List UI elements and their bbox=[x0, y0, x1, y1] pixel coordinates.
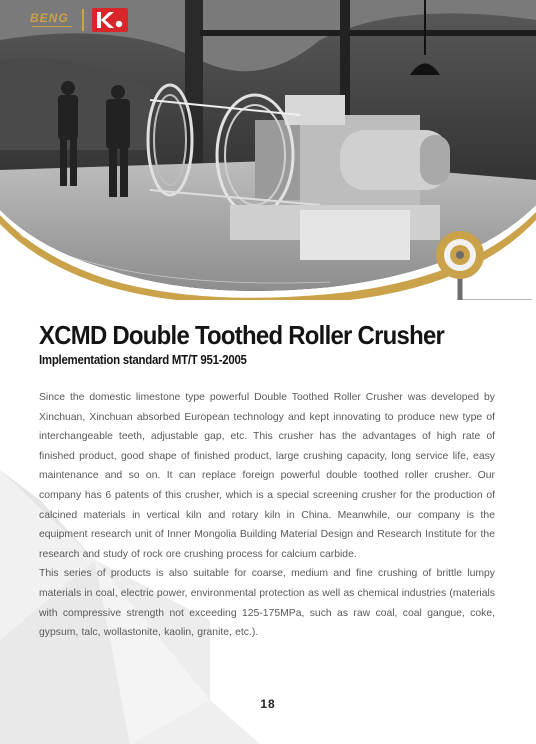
body-paragraph: This series of products is also suitable for coarse, medium and fine crushing of brittle lumpy materials in coal, electric power, environmental protection as well as chemical industries (materials with compressive strength not exceeding 125-175MPa, such as raw coal, coal gangue, coke, gypsum, talc, wollastonite, kaolin, granite, etc.). bbox=[39, 568, 495, 639]
beng-logo: BENG bbox=[30, 10, 74, 26]
page-subtitle: Implementation standard MT/T 951-2005 bbox=[39, 352, 247, 367]
hero-photo bbox=[0, 0, 536, 300]
body-text bbox=[39, 388, 495, 643]
page-title: XCMD Double Toothed Roller Crusher bbox=[39, 320, 445, 350]
page-number: 18 bbox=[260, 697, 276, 711]
body-paragraph: Since the domestic limestone type powerful Double Toothed Roller Crusher was developed by Xinchuan, Xinchuan absorbed European technology and kept innovating to produce new type of interchangeable teeth, adjustable gap, etc. This crusher has the advantages of high rate of finished product, good shape of finished product, large crushing capacity, long service life, easy maintenance and so on. It can replace foreign powerful double toothed roller crusher. Our company has 6 patents of this crusher, which is a special screening crusher for the production of calcined materials in vertical kiln and rotary kiln in China. Meanwhile, our company is the equipment research unit of Inner Mongolia Building Material Design and Research Institute for the research and study of rock ore crushing process for calcium carbide. bbox=[39, 392, 495, 560]
k-logo bbox=[92, 8, 128, 32]
logo-divider bbox=[82, 9, 84, 31]
k-logo-icon bbox=[92, 8, 128, 32]
